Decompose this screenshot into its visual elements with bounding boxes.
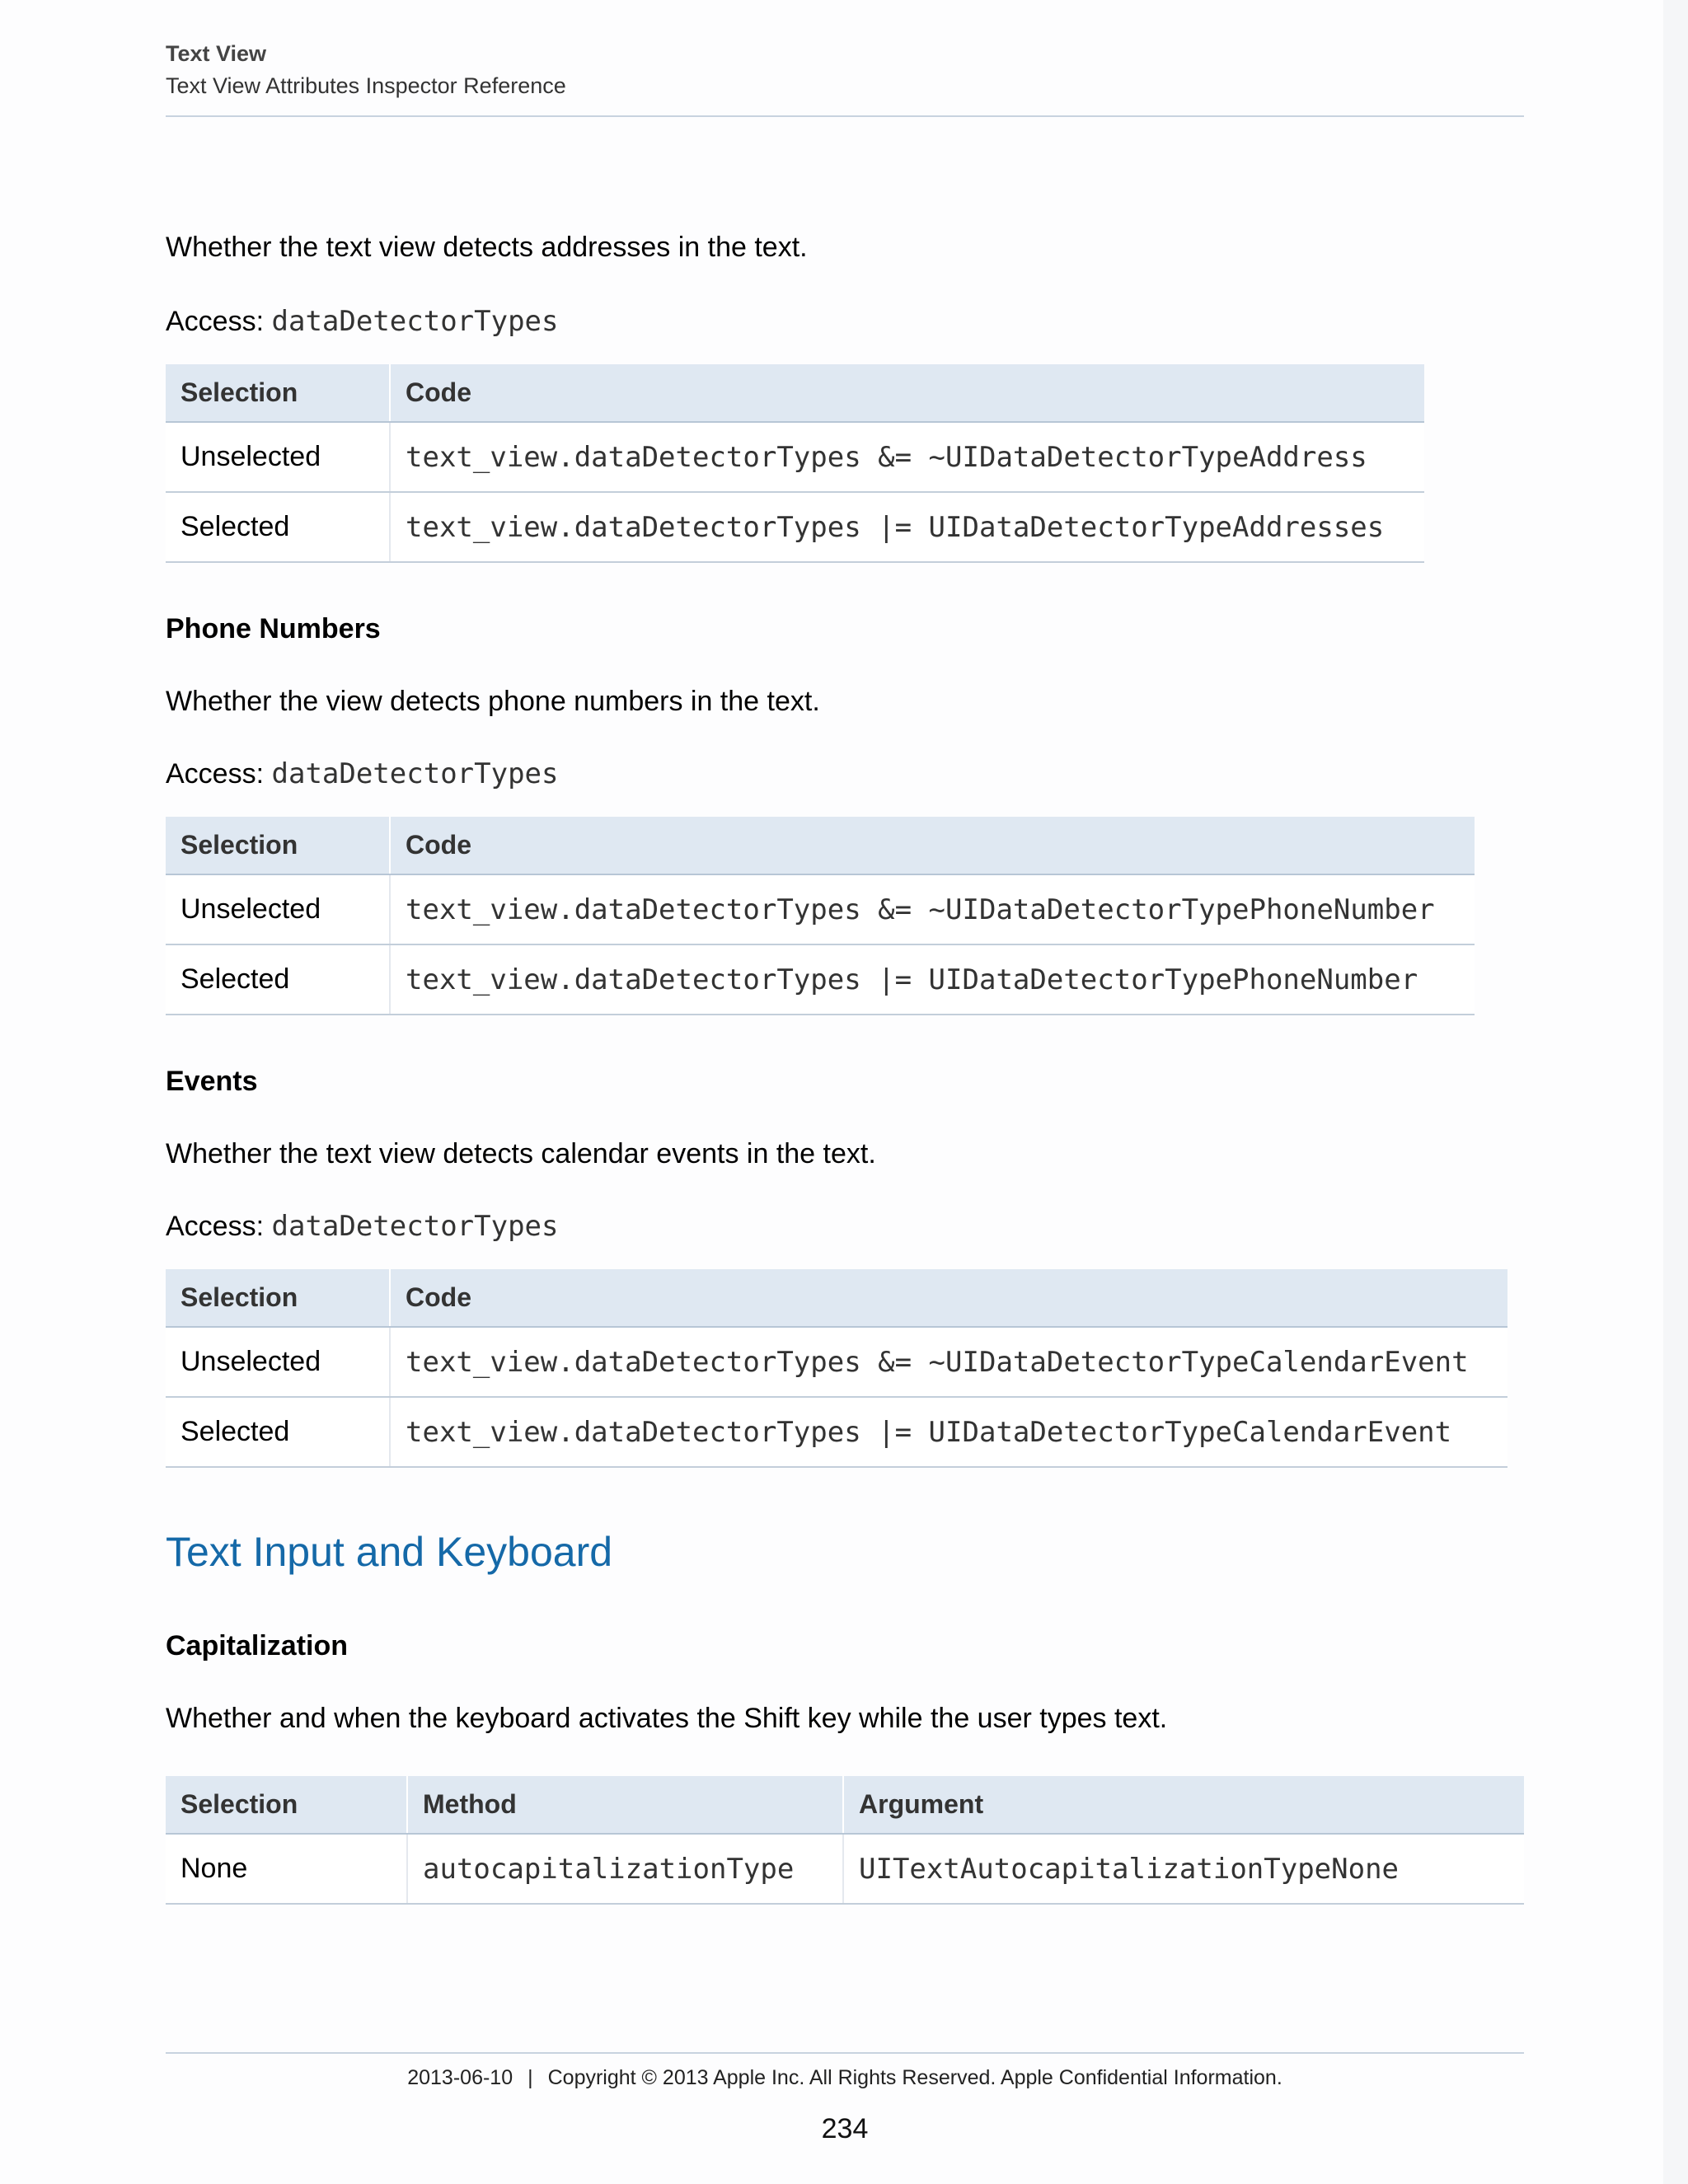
column-header-code: Code: [390, 817, 1475, 874]
column-header-method: Method: [407, 1776, 843, 1834]
phone-numbers-description: Whether the view detects phone numbers in the text.: [166, 686, 820, 717]
access-label: Access:: [166, 1211, 265, 1242]
phone-numbers-access: [166, 757, 1524, 790]
table-header-row: [166, 1269, 1507, 1327]
access-value: dataDetectorTypes: [271, 305, 559, 338]
table-header-row: [166, 364, 1424, 422]
footer-divider: [166, 2052, 1524, 2054]
code-cell: text_view.dataDetectorTypes |= UIDataDetectorTypePhoneNumber: [390, 944, 1475, 1015]
events-heading: Events: [166, 1066, 258, 1097]
code-cell: text_view.dataDetectorTypes &= ~UIDataDetectorTypeAddress: [390, 422, 1424, 492]
selection-cell: Unselected: [166, 874, 390, 944]
access-label: Access:: [166, 758, 265, 790]
table-row: [166, 1327, 1507, 1397]
column-header-argument: Argument: [843, 1776, 1524, 1834]
table-row: [166, 492, 1424, 562]
capitalization-heading: Capitalization: [166, 1630, 349, 1661]
addresses-description: Whether the text view detects addresses in the text.: [166, 232, 808, 263]
capitalization-description: Whether and when the keyboard activates the Shift key while the user types text.: [166, 1703, 1168, 1734]
capitalization-table: [166, 1776, 1524, 1905]
selection-cell: Unselected: [166, 422, 390, 492]
page-number: 234: [821, 2113, 869, 2144]
section-title: Text Input and Keyboard: [166, 1529, 613, 1575]
column-header-selection: Selection: [166, 817, 390, 874]
phone-numbers-heading: Phone Numbers: [166, 613, 381, 644]
table-row: [166, 1397, 1507, 1467]
table-header-row: [166, 817, 1475, 874]
events-table: [166, 1269, 1507, 1468]
access-label: Access:: [166, 306, 265, 337]
column-header-code: Code: [390, 1269, 1507, 1327]
selection-cell: Selected: [166, 492, 390, 562]
access-value: dataDetectorTypes: [271, 1210, 559, 1243]
argument-cell: UITextAutocapitalizationTypeNone: [843, 1834, 1524, 1904]
access-value: dataDetectorTypes: [271, 757, 559, 790]
chapter-subtitle: Text View Attributes Inspector Reference: [166, 73, 566, 98]
addresses-access: [166, 305, 1524, 338]
column-header-code: Code: [390, 364, 1424, 422]
chapter-title: Text View: [166, 41, 267, 66]
table-row: [166, 874, 1475, 944]
column-header-selection: Selection: [166, 1269, 390, 1327]
footer-date: 2013-06-10: [407, 2066, 513, 2089]
page-header: [166, 38, 1524, 117]
phone-numbers-table: [166, 817, 1475, 1015]
page-edge-shade: [1663, 0, 1688, 2184]
table-row: [166, 422, 1424, 492]
footer-copyright: Copyright © 2013 Apple Inc. All Rights Reserved. Apple Confidential Information.: [547, 2066, 1282, 2089]
code-cell: text_view.dataDetectorTypes &= ~UIDataDetectorTypeCalendarEvent: [390, 1327, 1507, 1397]
selection-cell: None: [166, 1834, 407, 1904]
page-content: [166, 231, 1524, 1905]
method-cell: autocapitalizationType: [407, 1834, 843, 1904]
column-header-selection: Selection: [166, 1776, 407, 1834]
selection-cell: Selected: [166, 1397, 390, 1467]
code-cell: text_view.dataDetectorTypes &= ~UIDataDetectorTypePhoneNumber: [390, 874, 1475, 944]
selection-cell: Selected: [166, 944, 390, 1015]
selection-cell: Unselected: [166, 1327, 390, 1397]
events-access: [166, 1210, 1524, 1243]
column-header-selection: Selection: [166, 364, 390, 422]
page-footer: [166, 2066, 1524, 2090]
addresses-table: [166, 364, 1424, 563]
code-cell: text_view.dataDetectorTypes |= UIDataDetectorTypeCalendarEvent: [390, 1397, 1507, 1467]
table-header-row: [166, 1776, 1524, 1834]
table-row: [166, 1834, 1524, 1904]
code-cell: text_view.dataDetectorTypes |= UIDataDetectorTypeAddresses: [390, 492, 1424, 562]
table-row: [166, 944, 1475, 1015]
events-description: Whether the text view detects calendar events in the text.: [166, 1138, 876, 1169]
footer-separator: |: [528, 2066, 533, 2089]
